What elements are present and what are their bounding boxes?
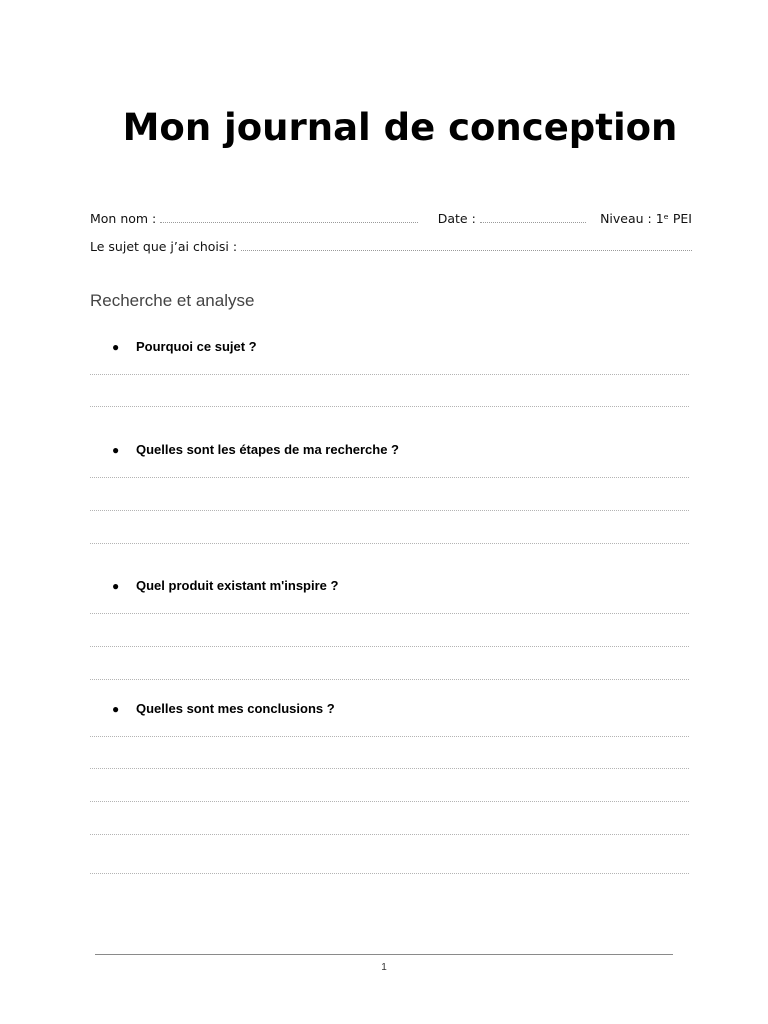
level-label: Niveau : 1ᵉ PEI — [600, 211, 692, 226]
answer-line[interactable] — [90, 873, 689, 874]
bullet-icon: ● — [112, 578, 120, 593]
question-text: Quelles sont mes conclusions ? — [136, 701, 335, 716]
date-label: Date : — [437, 211, 476, 226]
answer-line[interactable] — [90, 801, 689, 802]
section-heading: Recherche et analyse — [90, 291, 255, 310]
answer-line[interactable] — [90, 768, 689, 769]
date-field[interactable] — [480, 212, 586, 223]
answer-line[interactable] — [90, 679, 689, 680]
question-text: Pourquoi ce sujet ? — [136, 339, 257, 354]
answer-line[interactable] — [90, 613, 689, 614]
question-text: Quel produit existant m'inspire ? — [136, 578, 339, 593]
answer-line[interactable] — [90, 477, 689, 478]
answer-line[interactable] — [90, 736, 689, 737]
bullet-icon: ● — [112, 339, 120, 354]
question-item — [112, 339, 257, 354]
question-text: Quelles sont les étapes de ma recherche ? — [136, 442, 400, 457]
question-item — [112, 442, 399, 457]
subject-field[interactable] — [241, 240, 692, 251]
name-field[interactable] — [160, 212, 418, 223]
question-item — [112, 578, 338, 593]
bullet-icon: ● — [112, 442, 120, 457]
header-fields-row — [90, 211, 692, 226]
answer-line[interactable] — [90, 543, 689, 544]
question-item — [112, 701, 335, 716]
subject-row — [90, 239, 692, 254]
answer-line[interactable] — [90, 374, 689, 375]
answer-line[interactable] — [90, 510, 689, 511]
name-label: Mon nom : — [90, 211, 157, 226]
answer-line[interactable] — [90, 406, 689, 407]
page-title: Mon journal de conception — [122, 106, 678, 149]
answer-line[interactable] — [90, 834, 689, 835]
bullet-icon: ● — [112, 701, 120, 716]
page-number: 1 — [381, 962, 387, 973]
answer-line[interactable] — [90, 646, 689, 647]
footer-divider — [95, 954, 673, 955]
subject-label: Le sujet que j’ai choisi : — [90, 239, 238, 254]
